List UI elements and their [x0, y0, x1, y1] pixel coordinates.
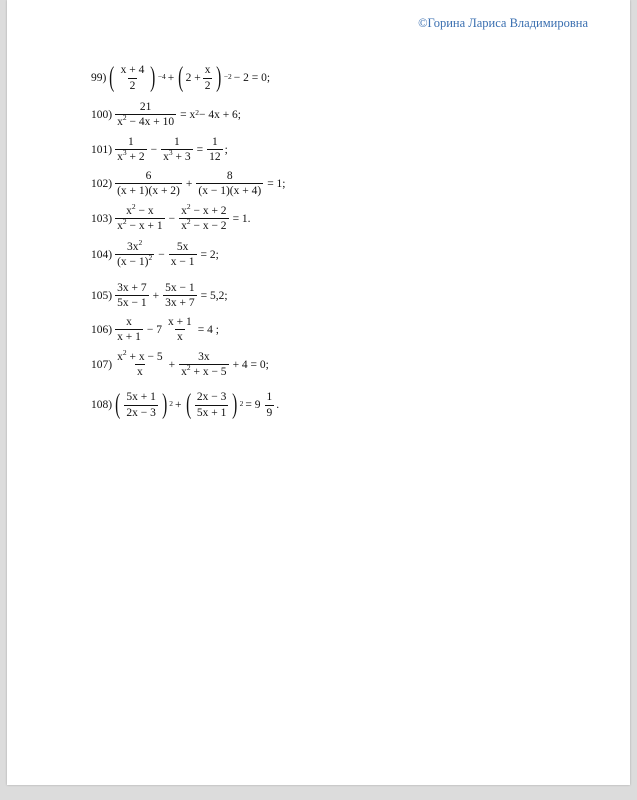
fraction: $\frac{8}{(x - 1)(x + 4)}$: [198, 170, 262, 198]
fraction: $\frac{x^2 - x + 2}{x^2 - x - 2}$: [181, 202, 227, 233]
problem-99: 99) ( $\frac{x + 4}{2}$ ) $^{-4}$ + ( 2 + $\frac{x}{2}$ ) $^{-2}$ − 2 = 0;: [91, 62, 271, 93]
problem-number: 108): [91, 399, 113, 411]
fraction: $\frac{x^2 + x - 5}{x}$: [117, 348, 163, 379]
problem-number: 103): [91, 212, 113, 225]
fraction: $\frac{5x + 1}{2x - 3}$: [126, 391, 156, 419]
fraction: $\frac{1}{12}$: [209, 136, 221, 164]
fraction: $\frac{5x}{x - 1}$: [170, 241, 195, 269]
problem-number: 105): [91, 289, 113, 302]
problem-number: 101): [91, 143, 113, 156]
fraction: $\frac{6}{(x + 1)(x + 2)}$: [117, 170, 180, 198]
problem-102: 102) $\frac{6}{(x + 1)(x + 2)}$ + $\frac{8}{(x - 1)(x + 4)}$ = 1;: [91, 170, 286, 198]
fraction: $\frac{x}{2}$: [204, 64, 211, 92]
author-header: ©Горина Лариса Владимировна: [418, 16, 588, 30]
problem-104: 104) $\frac{3x^2}{(x - 1)^2}$ − $\frac{5x}{x - 1}$ = 2;: [91, 238, 219, 269]
problem-number: 100): [91, 108, 113, 121]
fraction: $\frac{3x + 7}{5x - 1}$: [117, 282, 147, 310]
fraction: $\frac{3x}{x^2 + x - 5}$: [181, 351, 227, 379]
problem-106: 106) $\frac{x}{x + 1}$ − 7 $\frac{x + 1}{x}$ = 4 ;: [91, 316, 219, 344]
fraction: $\frac{1}{x^3 + 3}$: [163, 136, 191, 164]
fraction: $\frac{x + 4}{2}$: [120, 64, 145, 92]
fraction: $\frac{1}{x^3 + 2}$: [117, 136, 145, 164]
problem-103: 103) $\frac{x^2 - x}{x^2 - x + 1}$ − $\frac{x^2 - x + 2}{x^2 - x - 2}$ = 1.: [91, 202, 251, 233]
fraction: $\frac{2x - 3}{5x + 1}$: [196, 391, 227, 419]
problem-number: 106): [91, 323, 113, 336]
document-page: [7, 0, 630, 785]
problem-108: 108) ( $\frac{5x + 1}{2x - 3}$ ) $^2$ + ( $\frac{2x - 3}{5x + 1}$ ) $^2$ = 9 $\frac{1}{9}$ .: [91, 389, 280, 420]
problem-number: 104): [91, 248, 113, 261]
problem-number: 102): [91, 177, 113, 190]
fraction: $\frac{5x - 1}{3x + 7}$: [165, 282, 195, 310]
problem-101: 101) $\frac{1}{x^3 + 2}$ − $\frac{1}{x^3 + 3}$ = $\frac{1}{12}$ ;: [91, 136, 228, 164]
fraction: $\frac{x + 1}{x}$: [167, 316, 192, 344]
fraction: $\frac{x^2 - x}{x^2 - x + 1}$: [117, 202, 163, 233]
problem-number: 107): [91, 358, 113, 371]
fraction: $\frac{x}{x + 1}$: [117, 316, 141, 344]
mixed-number-fraction: $\frac{1}{9}$: [266, 391, 273, 419]
problem-100: 100) $\frac{21}{x^2 - 4x + 10}$ = x $^2$ − 4x + 6;: [91, 101, 241, 129]
problem-107: 107) $\frac{x^2 + x - 5}{x}$ + $\frac{3x}{x^2 + x - 5}$ + 4 = 0;: [91, 348, 269, 379]
problem-number: 99): [91, 72, 107, 84]
fraction: $\frac{3x^2}{(x - 1)^2}$: [117, 238, 153, 269]
problem-105: 105) $\frac{3x + 7}{5x - 1}$ + $\frac{5x - 1}{3x + 7}$ = 5,2;: [91, 282, 228, 310]
fraction: $\frac{21}{x^2 - 4x + 10}$: [117, 101, 175, 129]
